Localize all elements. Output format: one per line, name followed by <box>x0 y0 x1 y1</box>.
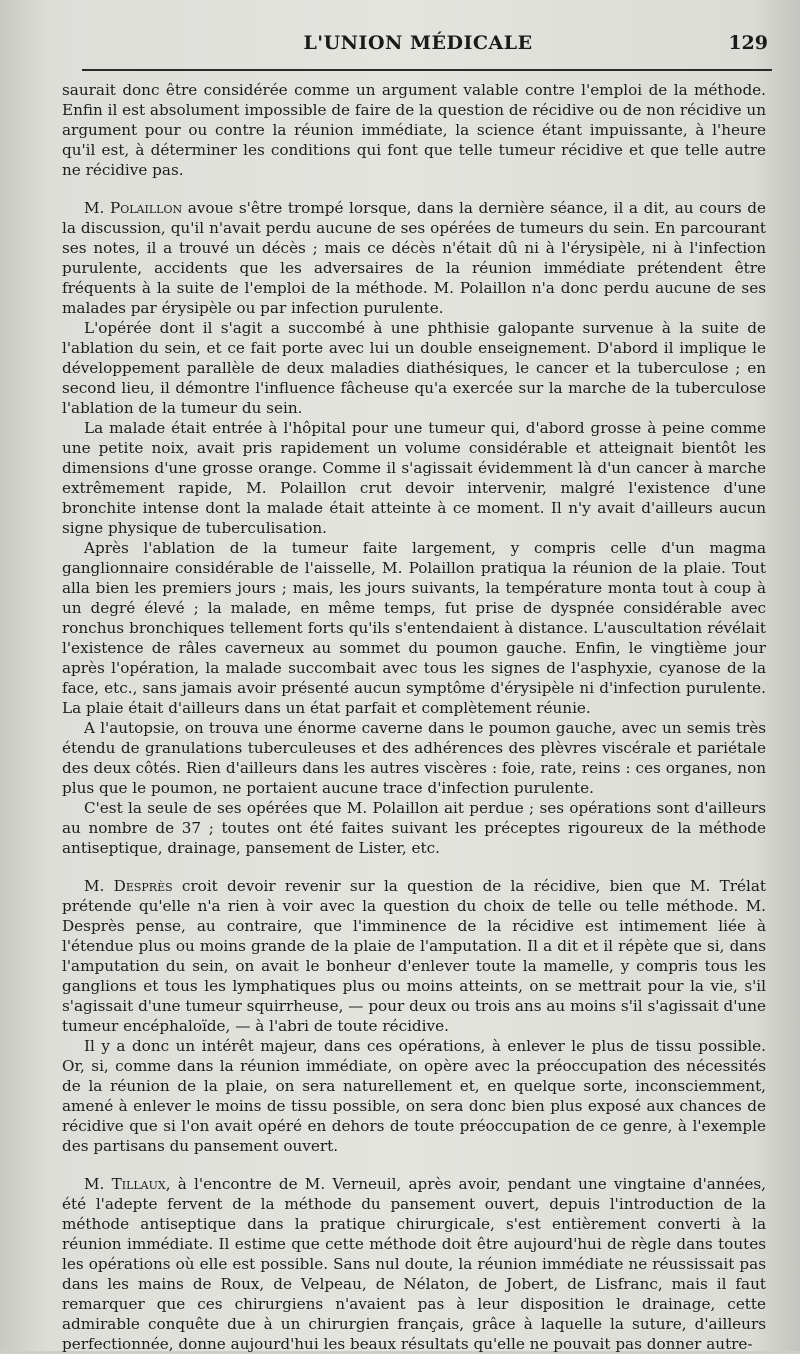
paragraph: Après l'ablation de la tumeur faite largement, y compris celle d'un magma ganglionnaire considérable de l'aisselle, M. Polaillon pratiqua la réunion de la plaie. Tout alla bien les premiers jours ; mais, les jours suivants, la température monta tout à coup à un degré élevé ; la malade, en même temps, fut prise de dyspnée considérable avec ronchus bronchiques tellement forts qu'ils s'entendaient à distance. L'auscultation révélait l'existence de râles caverneux au sommet du poumon gauche. Enfin, le vingtième jour après l'opération, la malade succombait avec tous les signes de l'asphyxie, cyanose de la face, etc., sans jamais avoir présenté aucun symptôme d'érysipèle ni d'infection purulente. La plaie était d'ailleurs dans un état parfait et complètement réunie. <box>62 539 766 717</box>
paragraph: C'est la seule de ses opérées que M. Polaillon ait perdue ; ses opérations sont d'ailleurs au nombre de 37 ; toutes ont été faites suivant les préceptes rigoureux de la méthode antiseptique, drainage, pansement de Lister, etc. <box>62 799 766 857</box>
speaker-name: M. Desprès <box>84 877 173 895</box>
article-body <box>62 80 766 1354</box>
paragraph: La malade était entrée à l'hôpital pour une tumeur qui, d'abord grosse à peine comme une petite noix, avait pris rapidement un volume considérable et atteignait bientôt les dimensions d'une grosse orange. Comme il s'agissait évidemment là d'un cancer à marche extrêmement rapide, M. Polaillon crut devoir intervenir, malgré l'existence d'une bronchite intense dont la malade était atteinte à ce moment. Il n'y avait d'ailleurs aucun signe physique de tuberculisation. <box>62 419 766 537</box>
paragraph: saurait donc être considérée comme un argument valable contre l'emploi de la méthode. Enfin il est absolument impossible de faire de la question de récidive ou de non récidive un argument pour ou contre la réunion immédiate, la science étant impuissante, à l'heure qu'il est, à déterminer les conditions qui font que telle tumeur récidive et que telle autre ne récidive pas. <box>62 81 766 179</box>
header-rule <box>82 69 772 71</box>
page-header <box>66 30 770 62</box>
paragraph: Il y a donc un intérêt majeur, dans ces opérations, à enlever le plus de tissu possible. Or, si, comme dans la réunion immédiate, on opère avec la préoccupation des nécessités de la réunion de la plaie, on sera naturellement et, en quelque sorte, inconsciemment, amené à enlever le moins de tissu possible, on sera donc bien plus exposé aux chances de récidive que si l'on avait opéré en dehors de toute préoccupation de ce genre, à l'exemple des partisans du pansement ouvert. <box>62 1037 766 1155</box>
paragraph: M. Desprès croit devoir revenir sur la question de la récidive, bien que M. Trélat prétende qu'elle n'a rien à voir avec la question du choix de telle ou telle méthode. M. Desprès pense, au contraire, que l'imminence de la récidive est intimement liée à l'étendue plus ou moins grande de la plaie de l'amputation. Il a dit et il répète que si, dans l'amputation du sein, on avait le bonheur d'enlever toute la mamelle, y compris tous les ganglions et tous les lymphatiques plus ou moins atteints, on se mettrait pour la vie, s'il s'agissait d'une tumeur squirrheuse, — pour deux ou trois ans au moins s'il s'agissait d'une tumeur encéphaloïde, — à l'abri de toute récidive. <box>62 877 766 1035</box>
running-title: L'UNION MÉDICALE <box>303 32 533 54</box>
page-number: 129 <box>728 32 768 54</box>
speaker-name: M. Tillaux <box>84 1175 166 1193</box>
speaker-name: M. Polaillon <box>84 199 183 217</box>
paragraph: M. Tillaux, à l'encontre de M. Verneuil, après avoir, pendant une vingtaine d'années, été l'adepte fervent de la méthode du pansement ouvert, depuis l'introduction de la méthode antiseptique dans la pratique chirurgicale, s'est entièrement converti à la réunion immédiate. Il estime que cette méthode doit être aujourd'hui de règle dans toutes les opérations où elle est possible. Sans nul doute, la réunion immédiate ne réussissait pas dans les mains de Roux, de Velpeau, de Nélaton, de Jobert, de Lisfranc, mais il faut remarquer que ces chirurgiens n'avaient pas à leur disposition le drainage, cette admirable conquête due à un chirurgien français, grâce à laquelle la suture, d'ailleurs perfectionnée, donne aujourd'hui les beaux résultats qu'elle ne pouvait pas donner autre- <box>62 1175 766 1353</box>
paragraph: L'opérée dont il s'agit a succombé à une phthisie galopante survenue à la suite de l'ablation du sein, et ce fait porte avec lui un double enseignement. D'abord il implique le développement parallèle de deux maladies diathésiques, le cancer et la tuberculose ; en second lieu, il démontre l'influence fâcheuse qu'a exercée sur la marche de la tuberculose l'ablation de la tumeur du sein. <box>62 319 766 417</box>
paragraph: A l'autopsie, on trouva une énorme caverne dans le poumon gauche, avec un semis très étendu de granulations tuberculeuses et des adhérences des plèvres viscérale et pariétale des deux côtés. Rien d'ailleurs dans les autres viscères : foie, rate, reins : ces organes, non plus que le poumon, ne portaient aucune trace d'infection purulente. <box>62 719 766 797</box>
paragraph: M. Polaillon avoue s'être trompé lorsque, dans la dernière séance, il a dit, au cours de la discussion, qu'il n'avait perdu aucune de ses opérées de tumeurs du sein. En parcourant ses notes, il a trouvé un décès ; mais ce décès n'était dû ni à l'érysipèle, ni à l'infection purulente, accidents que les adversaires de la réunion immédiate prétendent être fréquents à la suite de l'emploi de la méthode. M. Polaillon n'a donc perdu aucune de ses malades par érysipèle ou par infection purulente. <box>62 199 767 317</box>
